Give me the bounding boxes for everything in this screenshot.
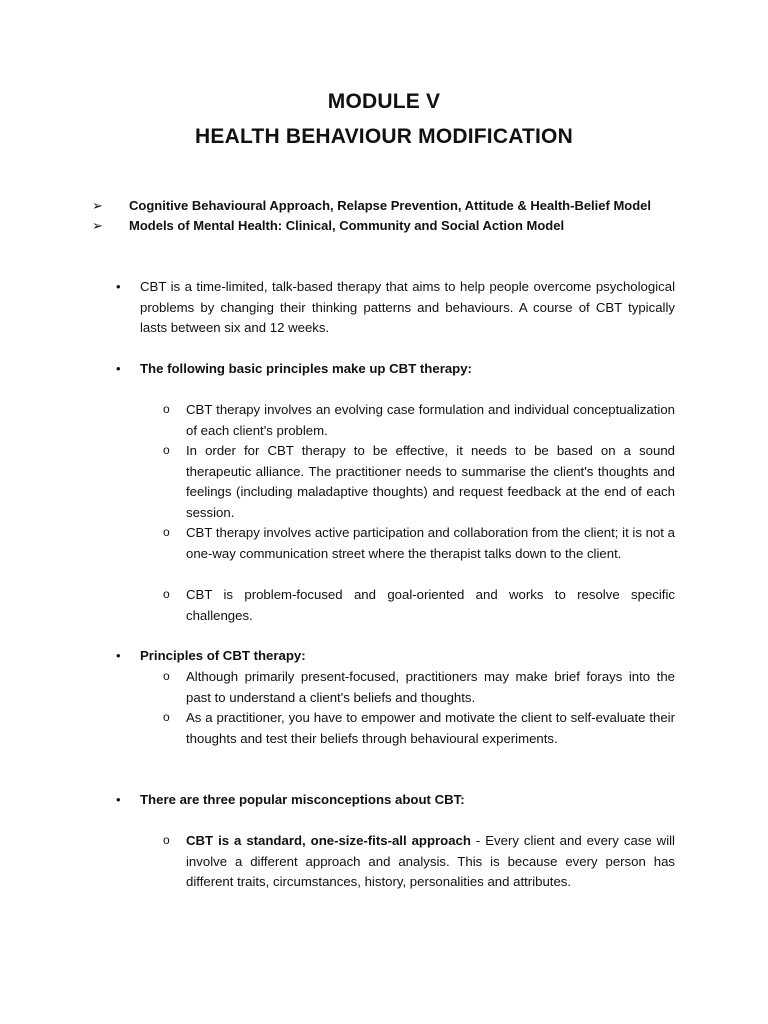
bullet-circle-icon: o bbox=[163, 443, 170, 457]
misconceptions-heading: There are three popular misconceptions about CBT: bbox=[140, 792, 465, 807]
list-item: In order for CBT therapy to be effective, it needs to be based on a sound therapeutic alliance. The practitioner needs to summarise the client's thoughts and feelings (including maladaptive thoughts) and request feedback at the end of each session. bbox=[186, 443, 675, 520]
bullet-circle-icon: o bbox=[163, 525, 170, 539]
bullet-circle-icon: o bbox=[163, 710, 170, 724]
principles-heading: Principles of CBT therapy: bbox=[140, 648, 306, 663]
arrow-bullet-icon: ➢ bbox=[92, 198, 103, 213]
bullet-circle-icon: o bbox=[163, 587, 170, 601]
list-item: As a practitioner, you have to empower and motivate the client to self-evaluate their thoughts and test their beliefs through behavioural experiments. bbox=[186, 710, 675, 746]
list-item: CBT therapy involves an evolving case formulation and individual conceptualization of each client's problem. bbox=[186, 402, 675, 438]
topic-text: Cognitive Behavioural Approach, Relapse Prevention, Attitude & Health-Belief Model bbox=[129, 198, 652, 213]
bullet-circle-icon: o bbox=[163, 402, 170, 416]
intro-paragraph: CBT is a time-limited, talk-based therapy that aims to help people overcome psychological problems by changing their thinking patterns and behaviours. A course of CBT typically lasts between six and 12 weeks. bbox=[140, 279, 675, 336]
bullet-dot-icon: • bbox=[116, 361, 121, 376]
list-item bbox=[186, 831, 675, 893]
bullet-dot-icon: • bbox=[116, 792, 121, 807]
topic-text: Models of Mental Health: Clinical, Community and Social Action Model bbox=[129, 218, 565, 233]
page-title: HEALTH BEHAVIOUR MODIFICATION bbox=[195, 125, 573, 148]
list-item: Although primarily present-focused, practitioners may make brief forays into the past to understand a client's beliefs and thoughts. bbox=[186, 669, 675, 705]
misconception-text: - Every client and every case will involve a different approach and analysis. This is because every person has different traits, circumstances, history, personalities and attributes. bbox=[186, 833, 675, 890]
arrow-bullet-icon: ➢ bbox=[92, 218, 103, 233]
module-number: MODULE V bbox=[327, 90, 441, 113]
list-item: CBT is problem-focused and goal-oriented and works to resolve specific challenges. bbox=[186, 587, 675, 623]
list-item: CBT therapy involves active participation and collaboration from the client; it is not a one-way communication street where the therapist talks down to the client. bbox=[186, 525, 675, 561]
misconception-title: CBT is a standard, one-size-fits-all approach bbox=[186, 833, 471, 848]
bullet-dot-icon: • bbox=[116, 648, 121, 663]
bullet-dot-icon: • bbox=[116, 279, 121, 294]
bullet-circle-icon: o bbox=[163, 669, 170, 683]
bullet-circle-icon: o bbox=[163, 833, 170, 847]
basic-principles-heading: The following basic principles make up CBT therapy: bbox=[140, 361, 472, 376]
